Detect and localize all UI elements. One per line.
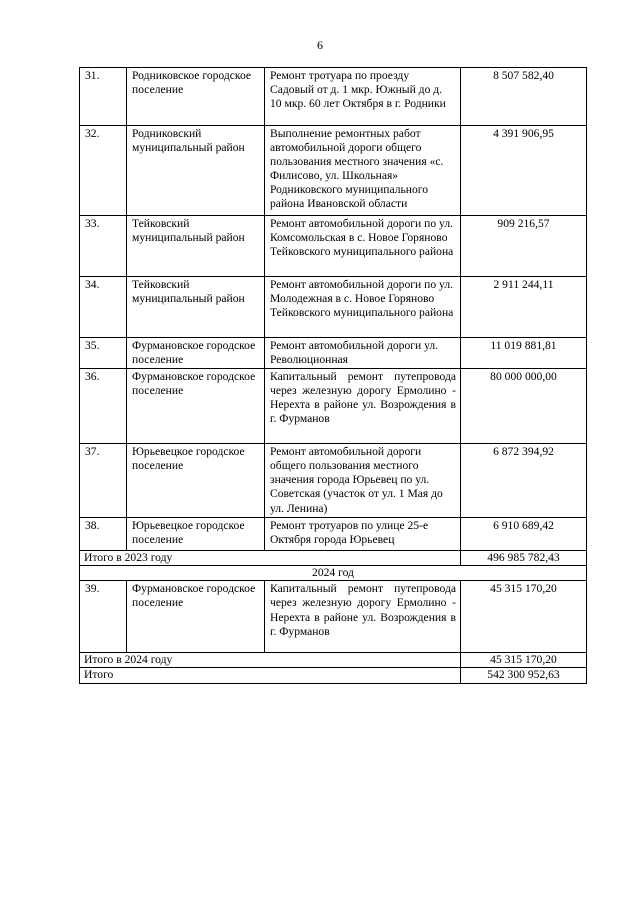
amount-cell: 4 391 906,95	[461, 126, 587, 216]
subtotal-amount: 45 315 170,20	[461, 653, 587, 668]
grand-total-row	[80, 668, 587, 683]
row-number: 35.	[80, 338, 127, 369]
municipality-cell: Родниковское городское поселение	[127, 68, 265, 126]
amount-cell: 45 315 170,20	[461, 581, 587, 653]
row-number: 34.	[80, 277, 127, 338]
municipality-cell: Фурмановское городское поселение	[127, 338, 265, 369]
amount-cell: 80 000 000,00	[461, 369, 587, 444]
row-number: 31.	[80, 68, 127, 126]
municipality-cell: Юрьевецкое городское поселение	[127, 444, 265, 518]
work-description-cell: Ремонт автомобильной дороги по ул. Молодежная в с. Новое Горяново Тейковского муниципального района	[265, 277, 461, 338]
road-repair-table	[79, 67, 587, 684]
row-number: 37.	[80, 444, 127, 518]
work-description-cell: Капитальный ремонт путепровода через железную дорогу Ермолино - Нерехта в районе ул. Возрождения в г. Фурманов	[265, 581, 461, 653]
year-header-row	[80, 566, 587, 581]
municipality-cell: Фурмановское городское поселение	[127, 369, 265, 444]
amount-cell: 6 872 394,92	[461, 444, 587, 518]
table-row	[80, 369, 587, 444]
municipality-cell: Юрьевецкое городское поселение	[127, 518, 265, 551]
table-row	[80, 581, 587, 653]
amount-cell: 2 911 244,11	[461, 277, 587, 338]
page-number: 6	[317, 38, 323, 52]
work-description-cell: Ремонт автомобильной дороги по ул. Комсомольская в с. Новое Горяново Тейковского муниципального района	[265, 216, 461, 277]
year-header: 2024 год	[80, 566, 587, 581]
amount-cell: 11 019 881,81	[461, 338, 587, 369]
subtotal-row-2023	[80, 551, 587, 566]
subtotal-amount: 496 985 782,43	[461, 551, 587, 566]
row-number: 36.	[80, 369, 127, 444]
subtotal-row-2024	[80, 653, 587, 668]
grand-total-label: Итого	[80, 668, 461, 683]
work-description-cell: Ремонт тротуара по проезду Садовый от д. 1 мкр. Южный до д. 10 мкр. 60 лет Октября в г. Родники	[265, 68, 461, 126]
amount-cell: 909 216,57	[461, 216, 587, 277]
municipality-cell: Фурмановское городское поселение	[127, 581, 265, 653]
work-description-cell: Капитальный ремонт путепровода через железную дорогу Ермолино - Нерехта в районе ул. Возрождения в г. Фурманов	[265, 369, 461, 444]
table-row	[80, 216, 587, 277]
municipality-cell: Родниковский муниципальный район	[127, 126, 265, 216]
subtotal-label: Итого в 2024 году	[80, 653, 461, 668]
table-row	[80, 444, 587, 518]
row-number: 38.	[80, 518, 127, 551]
municipality-cell: Тейковский муниципальный район	[127, 216, 265, 277]
table-row	[80, 68, 587, 126]
work-description-cell: Выполнение ремонтных работ автомобильной дороги общего пользования местного значения «с. Филисово, ул. Школьная» Родниковского муниципального района Ивановской области	[265, 126, 461, 216]
work-description-cell: Ремонт тротуаров по улице 25-е Октября города Юрьевец	[265, 518, 461, 551]
row-number: 33.	[80, 216, 127, 277]
work-description-cell: Ремонт автомобильной дороги общего пользования местного значения города Юрьевец по ул. Советская (участок от ул. 1 Мая до ул. Ленина)	[265, 444, 461, 518]
municipality-cell: Тейковский муниципальный район	[127, 277, 265, 338]
table-row	[80, 126, 587, 216]
grand-total-amount: 542 300 952,63	[461, 668, 587, 683]
subtotal-label: Итого в 2023 году	[80, 551, 461, 566]
amount-cell: 6 910 689,42	[461, 518, 587, 551]
row-number: 32.	[80, 126, 127, 216]
amount-cell: 8 507 582,40	[461, 68, 587, 126]
row-number: 39.	[80, 581, 127, 653]
work-description-cell: Ремонт автомобильной дороги ул. Революционная	[265, 338, 461, 369]
table-row	[80, 518, 587, 551]
table-row	[80, 338, 587, 369]
table-row	[80, 277, 587, 338]
